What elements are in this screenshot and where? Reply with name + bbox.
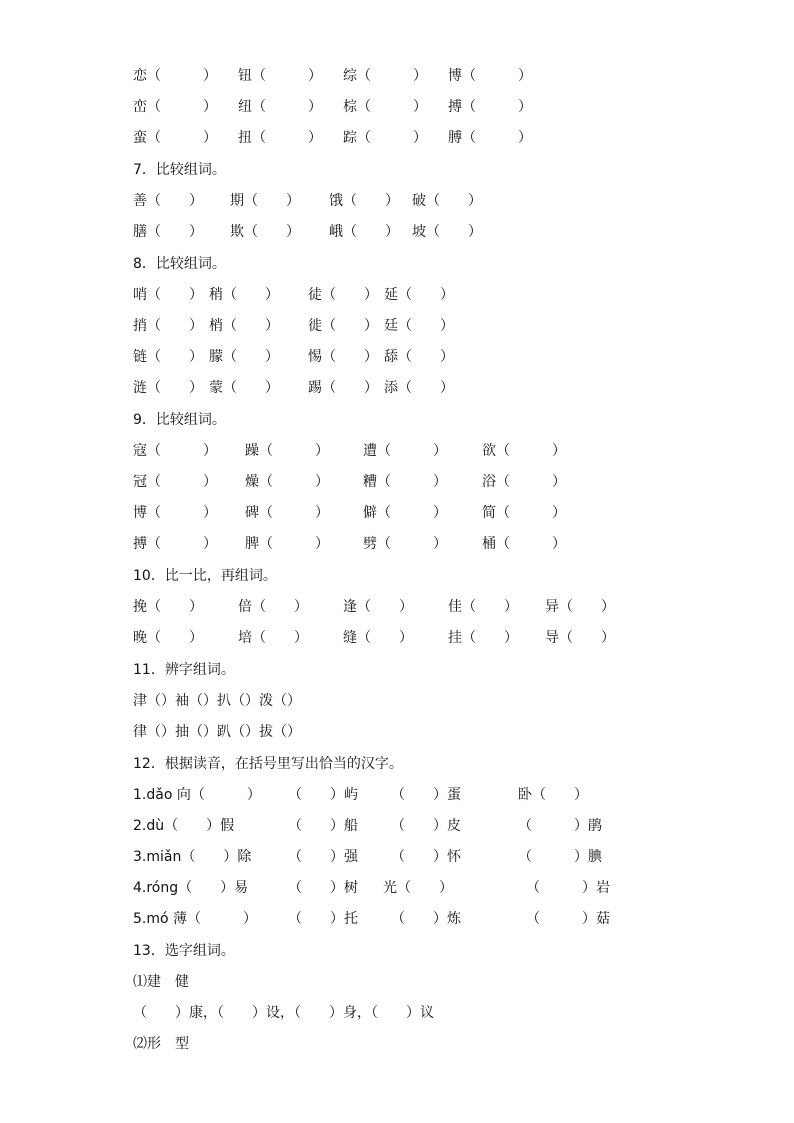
word-group: 躁（ ） (245, 443, 329, 459)
word-group: （ ）托 (288, 911, 358, 927)
word-group: 简（ ） (482, 505, 566, 521)
word-group: （ ）岩 (526, 880, 610, 896)
word-group: （ ）强 (288, 849, 358, 865)
word-group: 善（ ） (133, 193, 203, 209)
word-group: 峨（ ） (329, 224, 399, 240)
word-group: 饿（ ） (329, 193, 399, 209)
word-group: 梢（ ） (209, 318, 279, 334)
word-group: （ ）皮 (391, 818, 461, 834)
word-group: （ ）鹃 (518, 818, 602, 834)
word-group: 捎（ ） (133, 318, 203, 334)
word-group: 扭（ ） (238, 130, 322, 146)
question-heading: 13．选字组词。 (133, 943, 235, 959)
word-group: 寇（ ） (133, 443, 217, 459)
word-group: 蛮（ ） (133, 130, 217, 146)
word-group: 僻（ ） (363, 505, 447, 521)
word-group: 峦（ ） (133, 99, 217, 115)
word-group: 廷（ ） (384, 318, 454, 334)
word-group: 踢（ ） (308, 380, 378, 396)
question-heading: 7．比较组词。 (133, 162, 226, 178)
word-group: 遭（ ） (363, 443, 447, 459)
word-group: （ ）康，（ ）设，（ ）身，（ ）议 (133, 1005, 434, 1021)
word-group: 燥（ ） (245, 474, 329, 490)
word-group: 培（ ） (238, 630, 308, 646)
word-group: 倍（ ） (238, 599, 308, 615)
word-group: 桶（ ） (482, 536, 566, 552)
question-heading: 9．比较组词。 (133, 412, 226, 428)
word-group: 3.miǎn（ ）除 (133, 849, 252, 865)
word-group: 膊（ ） (448, 130, 532, 146)
word-group: 踪（ ） (343, 130, 427, 146)
word-group: 徙（ ） (308, 318, 378, 334)
question-heading: 10．比一比，再组词。 (133, 568, 277, 584)
question-heading: 8．比较组词。 (133, 256, 226, 272)
word-group: 律（）抽（）趴（）拔（） (133, 724, 301, 740)
word-group: 冠（ ） (133, 474, 217, 490)
word-group: 蒙（ ） (209, 380, 279, 396)
word-group: 欺（ ） (230, 224, 300, 240)
word-group: 链（ ） (133, 349, 203, 365)
word-group: （ ）蛋 (391, 787, 461, 803)
word-group: 搏（ ） (133, 536, 217, 552)
word-group: 2.dù（ ）假 (133, 818, 235, 834)
word-group: 卧（ ） (518, 787, 588, 803)
word-group: 徒（ ） (308, 287, 378, 303)
sub-question-label: ⑴建 健 (133, 974, 189, 990)
word-group: 破（ ） (412, 193, 482, 209)
word-group: 光（ ） (383, 880, 453, 896)
word-group: 4.róng（ ）易 (133, 880, 249, 896)
word-group: 纽（ ） (238, 99, 322, 115)
sub-question-label: ⑵形 型 (133, 1036, 189, 1052)
word-group: 浴（ ） (482, 474, 566, 490)
word-group: 1.dǎo 向（ ） (133, 787, 261, 803)
question-heading: 12．根据读音，在括号里写出恰当的汉字。 (133, 756, 403, 772)
word-group: 挽（ ） (133, 599, 203, 615)
word-group: 哨（ ） (133, 287, 203, 303)
word-group: 添（ ） (384, 380, 454, 396)
word-group: 欲（ ） (482, 443, 566, 459)
word-group: 异（ ） (545, 599, 615, 615)
word-group: 5.mó 薄（ ） (133, 911, 258, 927)
word-group: 津（）袖（）扒（）泼（） (133, 693, 301, 709)
word-group: 综（ ） (343, 68, 427, 84)
word-group: 逢（ ） (343, 599, 413, 615)
word-group: 膳（ ） (133, 224, 203, 240)
word-group: 延（ ） (384, 287, 454, 303)
word-group: 缝（ ） (343, 630, 413, 646)
word-group: （ ）炼 (391, 911, 461, 927)
word-group: 碑（ ） (245, 505, 329, 521)
word-group: 恋（ ） (133, 68, 217, 84)
word-group: （ ）屿 (288, 787, 358, 803)
word-group: 博（ ） (133, 505, 217, 521)
word-group: 钮（ ） (238, 68, 322, 84)
word-group: 搏（ ） (448, 99, 532, 115)
word-group: 期（ ） (230, 193, 300, 209)
word-group: 惕（ ） (308, 349, 378, 365)
word-group: （ ）菇 (526, 911, 610, 927)
word-group: 糟（ ） (363, 474, 447, 490)
word-group: 棕（ ） (343, 99, 427, 115)
word-group: （ ）怀 (391, 849, 461, 865)
word-group: 稍（ ） (209, 287, 279, 303)
word-group: 坡（ ） (412, 224, 482, 240)
word-group: 导（ ） (545, 630, 615, 646)
word-group: 晚（ ） (133, 630, 203, 646)
word-group: 脾（ ） (245, 536, 329, 552)
word-group: 朦（ ） (209, 349, 279, 365)
word-group: 博（ ） (448, 68, 532, 84)
word-group: （ ）船 (288, 818, 358, 834)
question-heading: 11．辨字组词。 (133, 662, 235, 678)
word-group: 劈（ ） (363, 536, 447, 552)
word-group: 挂（ ） (448, 630, 518, 646)
word-group: 涟（ ） (133, 380, 203, 396)
word-group: 舔（ ） (384, 349, 454, 365)
word-group: （ ）腆 (518, 849, 602, 865)
word-group: 佳（ ） (448, 599, 518, 615)
word-group: （ ）树 (288, 880, 358, 896)
